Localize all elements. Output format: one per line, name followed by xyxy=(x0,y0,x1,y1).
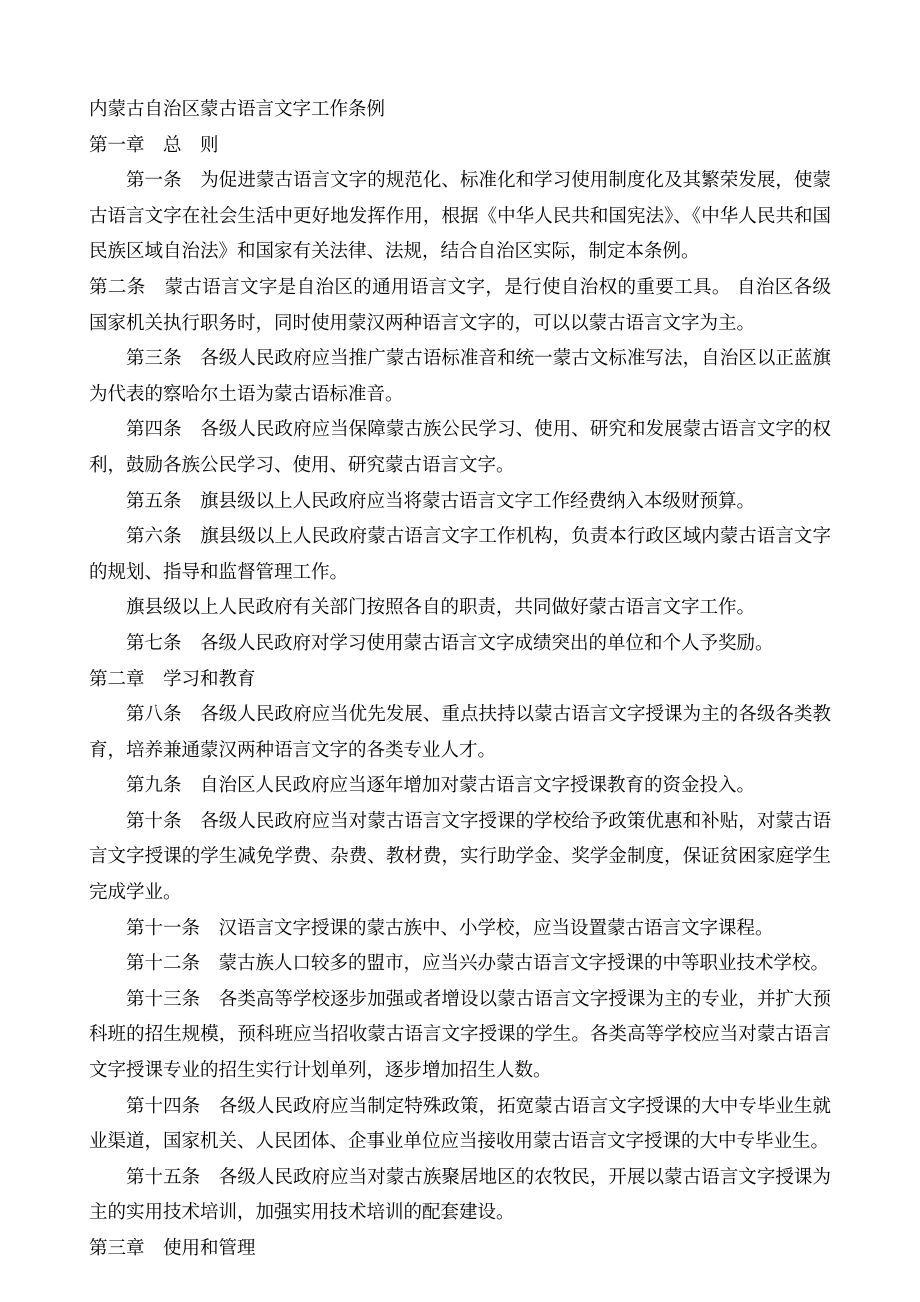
article-14: 第十四条 各级人民政府应当制定特殊政策，拓宽蒙古语言文字授课的大中专毕业生就业渠道，国家机关、人民团体、企事业单位应当接收用蒙古语言文字授课的大中专毕业生。 xyxy=(89,1095,831,1153)
article-13: 第十三条 各类高等学校逐步加强或者增设以蒙古语言文字授课为主的专业，并扩大预科班的招生规模，预科班应当招收蒙古语言文字授课的学生。各类高等学校应当对蒙古语言文字授课专业的招生实行计划单列，逐步增加招生人数。 xyxy=(89,988,831,1082)
article-7: 第七条 各级人民政府对学习使用蒙古语言文字成绩突出的单位和个人予奖励。 xyxy=(126,632,774,654)
article-1: 第一条 为促进蒙古语言文字的规范化、标准化和学习使用制度化及其繁荣发展，使蒙古语言文字在社会生活中更好地发挥作用，根据《中华人民共和国宪法》、《中华人民共和国民族区域自治法》和国家有关法律、法规，结合自治区实际，制定本条例。 xyxy=(89,170,831,263)
article-6: 第六条 旗县级以上人民政府蒙古语言文字工作机构，负责本行政区域内蒙古语言文字的规划、指导和监督管理工作。 xyxy=(89,526,831,583)
article-11: 第十一条 汉语言文字授课的蒙古族中、小学校，应当设置蒙古语言文字课程。 xyxy=(126,917,774,939)
article-3: 第三条 各级人民政府应当推广蒙古语标准音和统一蒙古文标准写法，自治区以正蓝旗为代表的察哈尔土语为蒙古语标准音。 xyxy=(89,348,831,405)
article-2: 第二条 蒙古语言文字是自治区的通用语言文字，是行使自治权的重要工具。 自治区各级国家机关执行职务时，同时使用蒙汉两种语言文字的，可以以蒙古语言文字为主。 xyxy=(89,276,831,334)
chapter-heading: 第三章 使用和管理 xyxy=(89,1238,256,1259)
chapter-heading: 第二章 学习和教育 xyxy=(89,668,256,690)
article-5: 第五条 旗县级以上人民政府应当将蒙古语言文字工作经费纳入本级财预算。 xyxy=(126,490,756,512)
article-4: 第四条 各级人民政府应当保障蒙古族公民学习、使用、研究和发展蒙古语言文字的权利，鼓励各族公民学习、使用、研究蒙古语言文字。 xyxy=(89,419,831,476)
document-title: 内蒙古自治区蒙古语言文字工作条例 xyxy=(89,99,386,120)
article-10: 第十条 各级人民政府应当对蒙古语言文字授课的学校给予政策优惠和补贴，对蒙古语言文字授课的学生减免学费、杂费、教材费，实行助学金、奖学金制度，保证贫困家庭学生完成学业。 xyxy=(89,810,831,904)
article-8: 第八条 各级人民政府应当优先发展、重点扶持以蒙古语言文字授课为主的各级各类教育，培养兼通蒙汉两种语言文字的各类专业人才。 xyxy=(89,704,831,761)
article-15: 第十五条 各级人民政府应当对蒙古族聚居地区的农牧民，开展以蒙古语言文字授课为主的实用技术培训，加强实用技术培训的配套建设。 xyxy=(89,1166,831,1224)
article-6-paragraph-2: 旗县级以上人民政府有关部门按照各自的职责，共同做好蒙古语言文字工作。 xyxy=(126,597,756,619)
article-9: 第九条 自治区人民政府应当逐年增加对蒙古语言文字授课教育的资金投入。 xyxy=(126,775,756,797)
chapter-heading: 第一章 总 则 xyxy=(89,134,219,156)
article-12: 第十二条 蒙古族人口较多的盟市，应当兴办蒙古语言文字授课的中等职业技术学校。 xyxy=(126,953,830,975)
document-page xyxy=(89,92,831,1267)
